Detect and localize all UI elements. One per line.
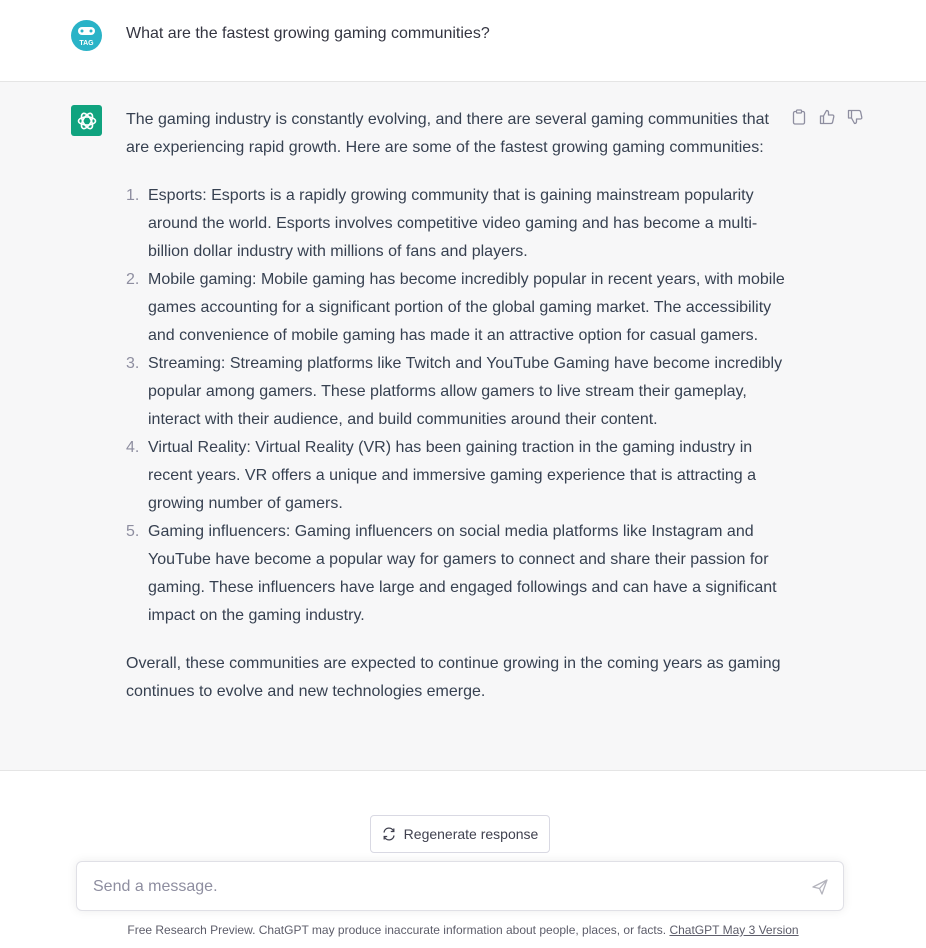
footer-text: Free Research Preview. ChatGPT may produce inaccurate information about people, places, or facts. bbox=[127, 923, 670, 937]
list-item bbox=[126, 350, 786, 434]
list-item bbox=[126, 182, 786, 266]
list-item-number: 1. bbox=[126, 187, 140, 204]
gamepad-icon bbox=[71, 20, 102, 51]
thumbs-up-icon bbox=[819, 109, 835, 125]
regenerate-label: Regenerate response bbox=[403, 826, 539, 842]
points-list bbox=[126, 182, 786, 630]
thumbs-up-button[interactable] bbox=[818, 108, 835, 125]
list-item-text: Esports: Esports is a rapidly growing community that is gaining mainstream popularity around the world. Esports involves competitive video gaming and has become a multi-billion dollar industry with millions of fans and players. bbox=[148, 187, 758, 260]
user-message-text: What are the fastest growing gaming communities? bbox=[126, 25, 490, 42]
copy-button[interactable] bbox=[790, 108, 807, 125]
thumbs-down-button[interactable] bbox=[846, 108, 863, 125]
openai-logo-icon bbox=[76, 110, 98, 132]
list-item-number: 3. bbox=[126, 355, 140, 372]
list-item-text: Gaming influencers: Gaming influencers on social media platforms like Instagram and YouTube have become a popular way for gamers to connect and share their passion for gaming. These influencers have large and engaged followings and can have a significant impact on the gaming industry. bbox=[148, 523, 777, 624]
assistant-conclusion: Overall, these communities are expected to continue growing in the coming years as gaming continues to evolve and new technologies emerge. bbox=[126, 655, 781, 700]
assistant-avatar bbox=[71, 105, 102, 136]
refresh-icon bbox=[382, 827, 396, 841]
send-icon bbox=[811, 878, 829, 896]
message-input[interactable] bbox=[93, 874, 793, 900]
list-item-number: 2. bbox=[126, 271, 140, 288]
list-item bbox=[126, 266, 786, 350]
list-item-number: 5. bbox=[126, 523, 140, 540]
send-button[interactable] bbox=[811, 878, 829, 896]
assistant-message-content bbox=[126, 106, 786, 706]
list-item-text: Virtual Reality: Virtual Reality (VR) has been gaining traction in the gaming industry in recent years. VR offers a unique and immersive gaming experience that is attracting a growing number of gamers. bbox=[148, 439, 757, 512]
user-avatar bbox=[71, 20, 102, 51]
assistant-message-row bbox=[0, 82, 926, 771]
assistant-intro: The gaming industry is constantly evolving, and there are several gaming communities that are experiencing rapid growth. Here are some of the fastest growing gaming communities: bbox=[126, 111, 769, 156]
list-item-number: 4. bbox=[126, 439, 140, 456]
message-composer bbox=[76, 861, 844, 911]
avatar-label: TAG bbox=[79, 40, 94, 47]
message-actions bbox=[790, 108, 863, 125]
list-item bbox=[126, 434, 786, 518]
clipboard-icon bbox=[792, 109, 806, 125]
list-item-text: Streaming: Streaming platforms like Twitch and YouTube Gaming have become incredibly popular among gamers. These platforms allow gamers to live stream their gameplay, interact with their audience, and build communities around their content. bbox=[148, 355, 783, 428]
thumbs-down-icon bbox=[847, 109, 863, 125]
regenerate-response-button[interactable] bbox=[370, 815, 550, 853]
user-message-row bbox=[0, 0, 926, 82]
list-item-text: Mobile gaming: Mobile gaming has become incredibly popular in recent years, with mobile games accounting for a significant portion of the global gaming market. The accessibility and convenience of mobile gaming has made it an attractive option for casual gamers. bbox=[148, 271, 785, 344]
list-item bbox=[126, 518, 786, 630]
version-link[interactable]: ChatGPT May 3 Version bbox=[669, 923, 799, 937]
footer-disclaimer bbox=[0, 922, 926, 938]
